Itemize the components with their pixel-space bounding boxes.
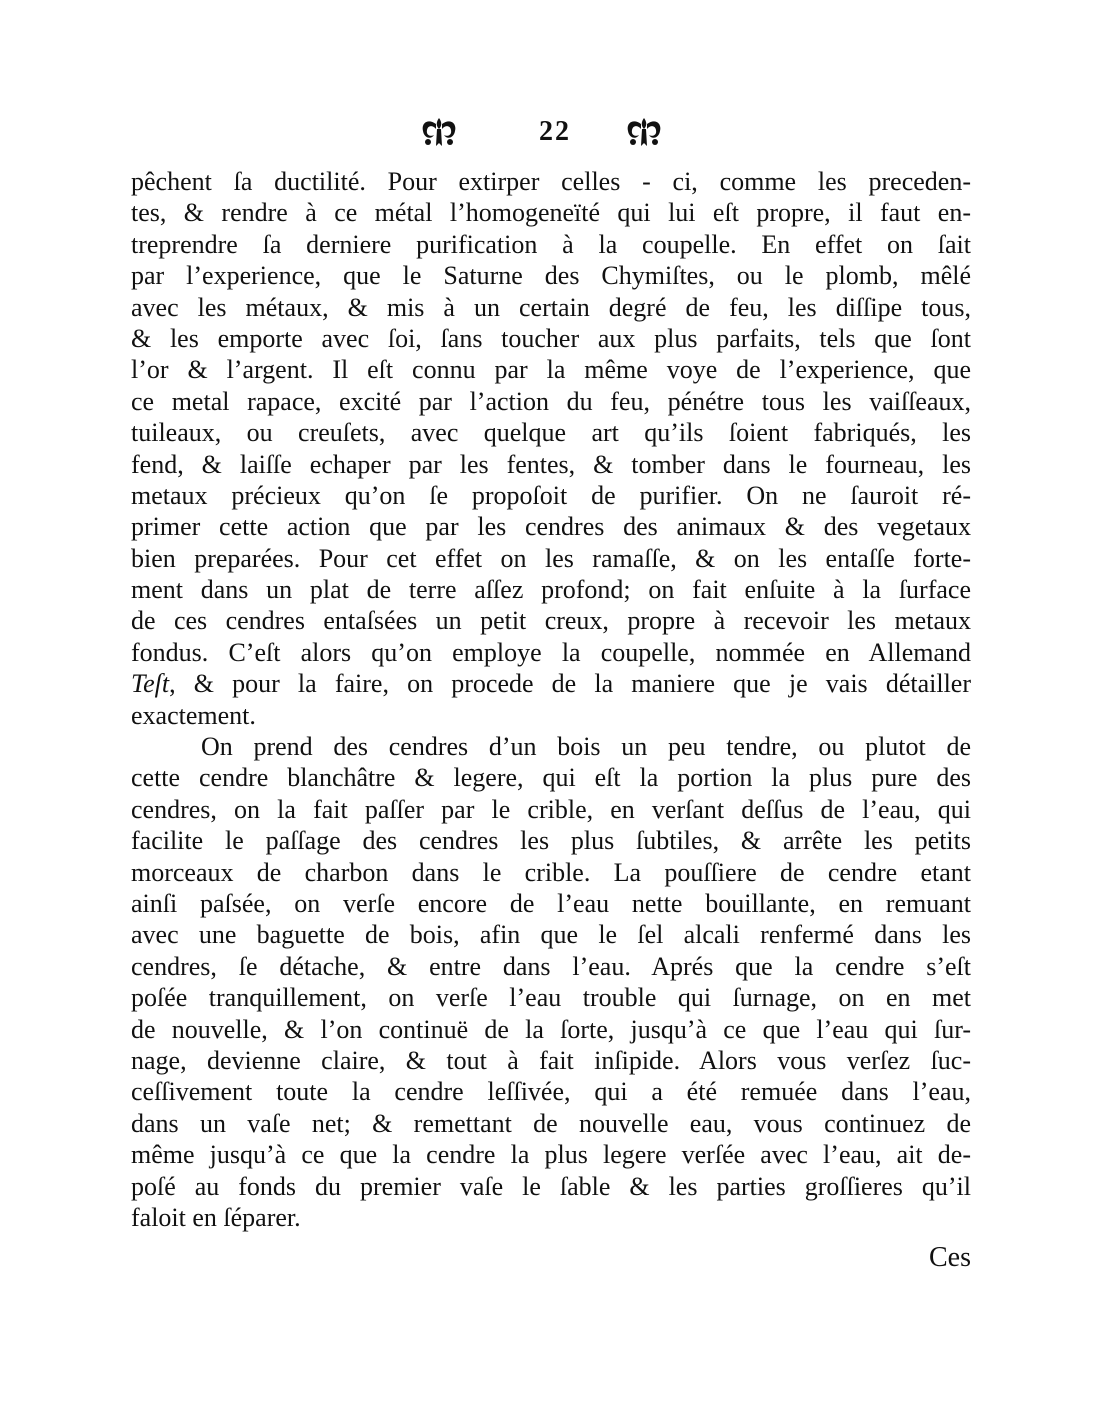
text-line: fondus. C’eſt alors qu’on employe la coupelle, nommée en Allemand [131, 637, 971, 667]
text-line: faloit en ſéparer. [131, 1202, 301, 1232]
text-line: ainſi paſsée, on verſe encore de l’eau nette bouillante, en remuant [131, 888, 971, 918]
text-line: poſé au fonds du premier vaſe le ſable & les parties groſſieres qu’il [131, 1171, 971, 1201]
text-line: nage, devienne claire, & tout à fait inſipide. Alors vous verſez ſuc- [131, 1045, 971, 1075]
text-line: & les emporte avec ſoi, ſans toucher aux plus parfaits, tels que ſont [131, 323, 971, 353]
text-line: l’or & l’argent. Il eſt connu par la même voye de l’experience, que [131, 355, 971, 385]
text-line: ment dans un plat de terre aſſez profond; on fait enſuite à la ſurface [131, 575, 971, 605]
text-line: ceſſivement toute la cendre leſſivée, qui a été remuée dans l’eau, [131, 1077, 971, 1107]
text-line: bien preparées. Pour cet effet on les ramaſſe, & on les entaſſe forte- [131, 543, 971, 573]
text-line: facilite le paſſage des cendres les plus ſubtiles, & arrête les petits [131, 826, 971, 856]
text-line: de ces cendres entaſsées un petit creux, propre à recevoir les metaux [131, 606, 971, 636]
text-line: cendres, on la fait paſſer par le crible, en verſant deſſus de l’eau, qui [131, 794, 971, 824]
paragraph-2 [131, 731, 971, 1233]
page-content [131, 166, 971, 1275]
fleuron-ornament-right-icon [625, 116, 663, 148]
text-line: cendres, ſe détache, & entre dans l’eau. Aprés que la cendre s’eſt [131, 951, 971, 981]
text-line: poſée tranquillement, on verſe l’eau trouble qui ſurnage, on en met [131, 983, 971, 1013]
text-line: cette cendre blanchâtre & legere, qui eſt la portion la plus pure des [131, 763, 971, 793]
text-line: pêchent ſa ductilité. Pour extirper celles - ci, comme les preceden- [131, 167, 971, 196]
text-line: de nouvelle, & l’on continuë de la ſorte, jusqu’à ce que l’eau qui ſur- [131, 1014, 971, 1044]
italic-term: Teſt [131, 669, 170, 699]
text-line: avec une baguette de bois, afin que le ſel alcali renfermé dans les [131, 920, 971, 950]
text-line: exactement. [131, 700, 256, 730]
text-line: tuileaux, ou creuſets, avec quelque art qu’ils ſoient fabriqués, les [131, 418, 971, 448]
catchword: Ces [929, 1242, 971, 1274]
text-line: dans un vaſe net; & remettant de nouvelle eau, vous continuez de [131, 1108, 971, 1138]
page-header [0, 112, 1100, 156]
text-line: primer cette action que par les cendres des animaux & des vegetaux [131, 512, 971, 542]
text-line: metaux précieux qu’on ſe propoſoit de purifier. On ne ſauroit ré- [131, 480, 971, 510]
text-line-with-italic [131, 668, 971, 699]
page-number: 22 [539, 116, 571, 147]
text-line: On prend des cendres d’un bois un peu tendre, ou plutot de [201, 732, 971, 762]
text-line: même jusqu’à ce que la cendre la plus legere verſée avec l’eau, ait de- [131, 1140, 971, 1170]
text-line: ce metal rapace, excité par l’action du feu, pénétre tous les vaiſſeaux, [131, 386, 971, 416]
body-text [131, 166, 971, 1233]
text-fragment: , & pour la faire, on procede de la maniere que je vais détailler [169, 669, 971, 699]
fleuron-ornament-left-icon [420, 116, 458, 148]
text-line: morceaux de charbon dans le crible. La pouſſiere de cendre etant [131, 857, 971, 887]
text-line: treprendre ſa derniere purification à la coupelle. En effet on ſait [131, 229, 971, 259]
text-line: par l’experience, que le Saturne des Chymiſtes, ou le plomb, mêlé [131, 261, 971, 291]
text-line: avec les métaux, & mis à un certain degré de feu, les diſſipe tous, [131, 292, 971, 322]
text-line: fend, & laiſſe echaper par les fentes, & tomber dans le fourneau, les [131, 449, 971, 479]
text-line: tes, & rendre à ce métal l’homogeneïté qui lui eſt propre, il faut en- [131, 198, 971, 228]
paragraph-1 [131, 166, 971, 731]
